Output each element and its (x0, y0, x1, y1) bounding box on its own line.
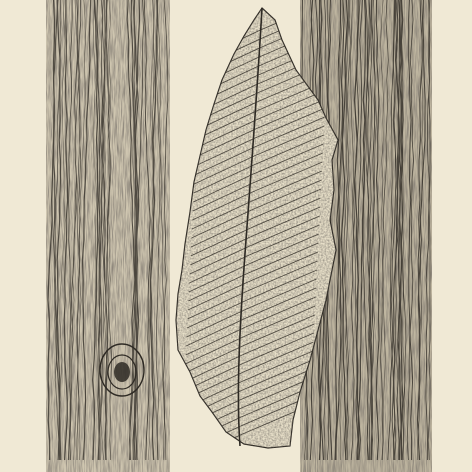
left-wood-plank (46, 0, 170, 472)
